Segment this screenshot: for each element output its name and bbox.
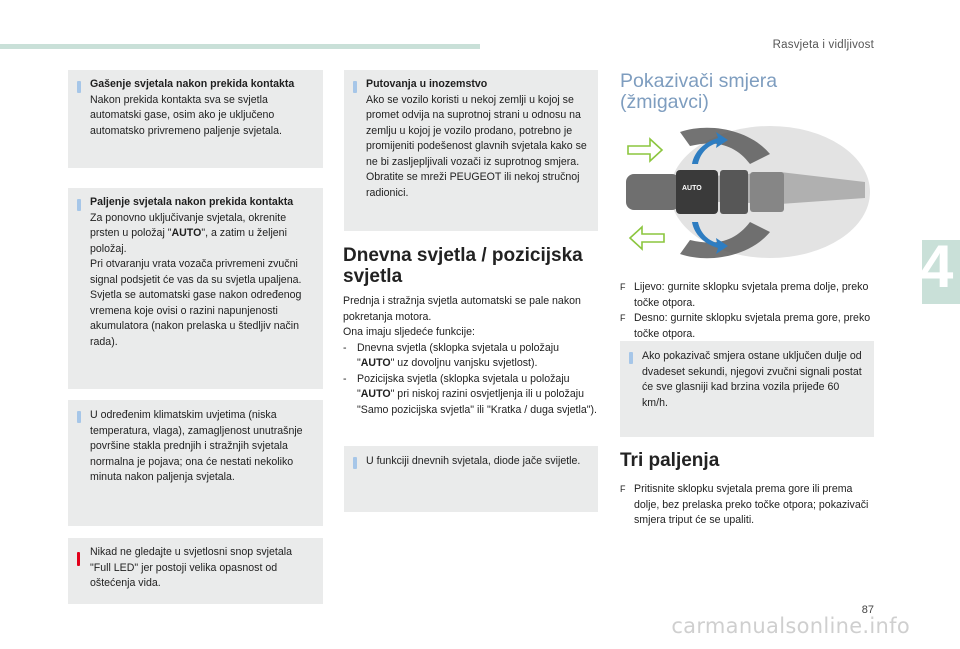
- info-box-lights-on: [68, 188, 323, 389]
- info-box-travel-abroad: [344, 70, 598, 231]
- box-text: U određenim klimatskim uvjetima (niska temperatura, vlaga), zamagljenost unutrašnje površine stakla prednjih i stražnjih svjetala normalna je pojava; ona će nestati nekoliko minuta nakon paljenja svjetala.: [90, 409, 303, 483]
- info-icon: [77, 411, 81, 423]
- list-item: - Dnevna svjetla (sklopka svjetala u položaju "AUTO" uz dovoljnu vanjsku svjetlost).: [343, 341, 559, 369]
- chapter-number: 4: [920, 233, 954, 300]
- info-icon: [629, 352, 633, 364]
- warning-icon: [77, 552, 80, 566]
- box-text: Nakon prekida kontakta sva se svjetla automatski gase, osim ako je uključeno automatsko privremeno paljenje svjetala.: [90, 93, 282, 137]
- paragraph: Prednja i stražnja svjetla automatski se pale nakon pokretanja motora.: [343, 295, 581, 323]
- section-heading-indicators: Pokazivači smjera (žmigavci): [620, 70, 778, 113]
- info-icon: [77, 81, 81, 93]
- list-item: - Pozicijska svjetla (sklopka svjetala u položaju "AUTO" pri niskoj razini osvjetljenja ili u položaju "Samo pozicijska svjetla" ili "Kratka / duga svjetla").: [343, 372, 597, 416]
- box-title: Gašenje svjetala nakon prekida kontakta: [90, 78, 295, 90]
- chapter-title: Rasvjeta i vidljivost: [772, 39, 874, 51]
- box-text: Pri otvaranju vrata vozača privremeni zvučni signal podsjetit će vas da su svjetla upaljena.: [90, 258, 302, 286]
- warning-box-led: [68, 538, 323, 604]
- list-item: F Lijevo: gurnite sklopku svjetala prema dolje, preko točke otpora.: [620, 281, 869, 309]
- box-text: Svjetla se automatski gase nakon određenog vremena koje ovisi o razini napunjenosti akumulatora (nakon prelaska u štedljiv način rada).: [90, 289, 302, 348]
- arrow-right-icon: [628, 139, 662, 161]
- info-box-led-brightness: [344, 446, 598, 512]
- list-item: F Desno: gurnite sklopku svjetala prema gore, preko točke otpora.: [620, 312, 871, 340]
- info-icon: [353, 457, 357, 469]
- three-flashes-text: [620, 482, 875, 529]
- page-number: 87: [861, 604, 874, 616]
- info-icon: [353, 81, 357, 93]
- box-text: Ako pokazivač smjera ostane uključen dulje od dvadeset sekundi, njegovi zvučni signali postat će sve glasniji kad brzina vozila prijeđe 60 km/h.: [642, 350, 862, 409]
- box-title: Paljenje svjetala nakon prekida kontakta: [90, 196, 294, 208]
- box-text: Za ponovno uključivanje svjetala, okrenite prsten u položaj "AUTO", a zatim u željeni položaj.: [90, 211, 287, 255]
- indicator-instructions: [620, 280, 875, 342]
- info-box-indicator-warning: [620, 341, 874, 437]
- list-item: F Pritisnite sklopku svjetala prema gore ili prema dolje, bez prelaska preko točke otpora; pokazivači smjera triput će se upaliti.: [620, 483, 869, 526]
- box-text: U funkciji dnevnih svjetala, diode jače svijetle.: [366, 455, 581, 467]
- box-text: Nikad ne gledajte u svjetlosni snop svjetala "Full LED" jer postoji velika opasnost od oštećenja vida.: [90, 546, 292, 589]
- paragraph: Ona imaju sljedeće funkcije:: [343, 326, 475, 338]
- section-heading-daytime-lights: Dnevna svjetla / pozicijska svjetla: [343, 245, 583, 287]
- info-box-lights-off: [68, 70, 323, 168]
- header-accent-bar: [0, 44, 480, 49]
- arrow-left-icon: [630, 227, 664, 249]
- section-heading-three-flashes: Tri paljenja: [620, 450, 720, 471]
- stalk-auto-label: AUTO: [682, 185, 702, 192]
- info-box-condensation: [68, 400, 323, 526]
- info-icon: [77, 199, 81, 211]
- light-stalk-illustration: [620, 124, 874, 264]
- box-text: Ako se vozilo koristi u nekoj zemlji u kojoj se promet odvija na suprotnoj strani u odnosu na zemlju u kojoj je vozilo prodano, potrebno je promijeniti podešenost glavnih svjetala kako se ne bi zasljepljivali vozači iz suprotnog smjera. Obratite se mreži PEUGEOT ili nekoj stručnoj radionici.: [366, 93, 587, 199]
- box-title: Putovanja u inozemstvo: [366, 78, 488, 90]
- watermark: carmanualsonline.info: [671, 614, 910, 638]
- daytime-lights-text: [343, 294, 598, 418]
